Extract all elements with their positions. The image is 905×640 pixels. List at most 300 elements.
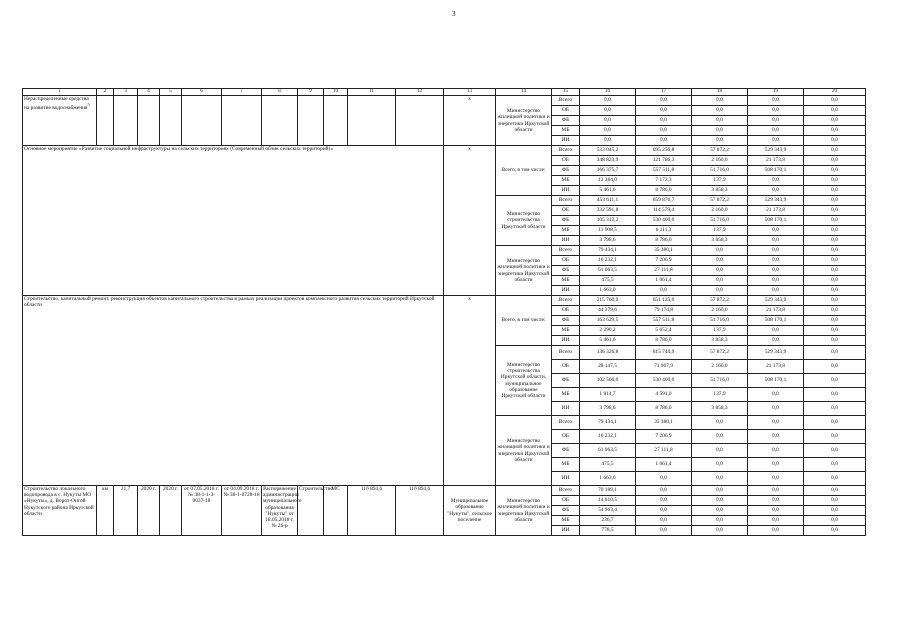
value-cell: 3 858,3 <box>692 236 748 246</box>
executor: Всего, в том числе: <box>496 146 552 196</box>
source-code: Всего <box>552 416 580 430</box>
value-cell: 508 170,1 <box>748 316 804 326</box>
empty-cell <box>114 96 138 146</box>
table-row <box>23 146 866 156</box>
value-cell: 0,0 <box>692 506 748 516</box>
value-cell: 0,0 <box>748 126 804 136</box>
value-cell: 44 379,6 <box>580 306 636 316</box>
value-cell: 3 798,6 <box>580 236 636 246</box>
source-code: ОБ <box>552 106 580 116</box>
value-cell: 0,0 <box>692 266 748 276</box>
value-cell: 35 380,1 <box>636 416 692 430</box>
value-cell: 27 111,8 <box>636 266 692 276</box>
value-cell: 0,0 <box>692 458 748 472</box>
source-code: ИИ <box>552 402 580 416</box>
value-cell: 0,0 <box>636 526 692 536</box>
value-cell: 2 160,0 <box>692 156 748 166</box>
value-cell: 0,0 <box>636 136 692 146</box>
object-c4: 2020 г. <box>138 486 160 536</box>
col-number: 6 <box>182 89 222 96</box>
table-row <box>23 96 866 106</box>
value-cell: 0,0 <box>804 196 866 206</box>
value-cell: 1 663,0 <box>580 472 636 486</box>
col-number: 17 <box>636 89 692 96</box>
source-code: Всего <box>552 146 580 156</box>
value-cell: 0,0 <box>692 126 748 136</box>
value-cell: 0,0 <box>804 374 866 388</box>
value-cell: 0,0 <box>804 286 866 296</box>
executor: Министерство жилищной политики и энергетики Иркутской области <box>496 246 552 296</box>
value-cell: 0,0 <box>692 430 748 444</box>
value-cell: 166 375,7 <box>580 166 636 176</box>
value-cell: 51 716,0 <box>692 216 748 226</box>
value-cell: 0,0 <box>692 96 748 106</box>
source-code: ФБ <box>552 444 580 458</box>
value-cell: 0,0 <box>636 486 692 496</box>
value-cell: 0,0 <box>692 256 748 266</box>
value-cell: 0,0 <box>580 106 636 116</box>
value-cell: 0,0 <box>748 256 804 266</box>
col-number: 7 <box>222 89 262 96</box>
value-cell: 0,0 <box>748 496 804 506</box>
source-code: МБ <box>552 516 580 526</box>
value-cell: 0,0 <box>748 186 804 196</box>
value-cell: 137,9 <box>692 226 748 236</box>
page-number: 3 <box>452 10 456 18</box>
value-cell: 1 814,7 <box>580 388 636 402</box>
section-title: Строительство, капитальный ремонт, реконструкция объектов капитального строительства в рамках реализации проектов комплексного развития сельских территорий Иркутской области <box>23 296 444 486</box>
empty-cell <box>182 96 222 146</box>
source-code: ФБ <box>552 166 580 176</box>
value-cell: 0,0 <box>804 156 866 166</box>
source-code: МБ <box>552 458 580 472</box>
value-cell: 0,0 <box>804 430 866 444</box>
value-cell: 659 876,7 <box>636 196 692 206</box>
value-cell: 0,0 <box>804 186 866 196</box>
value-cell: 0,0 <box>804 444 866 458</box>
value-cell: 0,0 <box>804 346 866 360</box>
value-cell: 137,9 <box>692 388 748 402</box>
value-cell: 0,0 <box>748 176 804 186</box>
value-cell: 79 174,8 <box>636 306 692 316</box>
executor: Министерство жилищной политики и энергетики Иркутской области <box>496 486 552 536</box>
empty-cell <box>324 96 348 146</box>
value-cell: 114 579,4 <box>636 206 692 216</box>
source-code: ФБ <box>552 216 580 226</box>
object-c8: Распоряжение администрации муниципального образования "Нукуты" от 18.05.2018 г. № 26-р <box>262 486 298 536</box>
source-code: ОБ <box>552 256 580 266</box>
col-number: 18 <box>692 89 748 96</box>
source-code: ИИ <box>552 236 580 246</box>
value-cell: 215 760,9 <box>580 296 636 306</box>
value-cell: 16 232,1 <box>580 430 636 444</box>
source-code: ОЕ <box>552 206 580 216</box>
col-number: 12 <box>396 89 444 96</box>
value-cell: 8 786,0 <box>636 186 692 196</box>
value-cell: 0,0 <box>804 256 866 266</box>
source-code: МБ <box>552 276 580 286</box>
value-cell: 105 312,2 <box>580 216 636 226</box>
value-cell: 0,0 <box>692 286 748 296</box>
value-cell: 0,0 <box>804 176 866 186</box>
value-cell: 0,0 <box>636 96 692 106</box>
source-code: Всего <box>552 196 580 206</box>
value-cell: 0,0 <box>748 336 804 346</box>
col-number: 15 <box>552 89 580 96</box>
source-code: ИИ <box>552 526 580 536</box>
value-cell: 0,0 <box>692 416 748 430</box>
value-cell: 0,0 <box>748 444 804 458</box>
value-cell: 21 173,8 <box>748 360 804 374</box>
value-cell: 102 566,0 <box>580 374 636 388</box>
value-cell: 57 872,2 <box>692 196 748 206</box>
value-cell: 5 461,6 <box>580 186 636 196</box>
value-cell: 0,0 <box>804 306 866 316</box>
value-cell: 0,0 <box>804 416 866 430</box>
source-code: Всего <box>552 96 580 106</box>
col-number: 9 <box>298 89 324 96</box>
value-cell: 136 326,8 <box>580 346 636 360</box>
object-name: Строительство локального водопровода в с. Нукуты МО «Нукуты», д. Ворот-Онгой Нукутского района Иркутской области <box>23 486 97 536</box>
value-cell: 475,5 <box>580 458 636 472</box>
col-number: 3 <box>114 89 138 96</box>
value-cell: 0,0 <box>636 496 692 506</box>
value-cell: 453 611,1 <box>580 196 636 206</box>
value-cell: 0,0 <box>804 166 866 176</box>
value-cell: 163 629,5 <box>580 316 636 326</box>
value-cell: 1 061,4 <box>636 276 692 286</box>
col-number: 20 <box>804 89 866 96</box>
value-cell: 2 160,0 <box>692 206 748 216</box>
col-number: 10 <box>324 89 348 96</box>
value-cell: 8 786,0 <box>636 402 692 416</box>
value-cell: 778,5 <box>580 526 636 536</box>
object-c3: 31,7 <box>114 486 138 536</box>
value-cell: 0,0 <box>804 126 866 136</box>
value-cell: 137,9 <box>692 176 748 186</box>
row-mark: х <box>444 146 496 296</box>
object-c12: 116 894,6 <box>396 486 444 536</box>
value-cell: 2 290,2 <box>580 326 636 336</box>
value-cell: 0,0 <box>636 126 692 136</box>
program-table <box>22 88 866 536</box>
value-cell: 0,0 <box>804 316 866 326</box>
empty-cell <box>138 96 160 146</box>
source-code: ИИ <box>552 336 580 346</box>
source-code: Всего <box>552 296 580 306</box>
empty-cell <box>298 96 324 146</box>
value-cell: 0,0 <box>580 126 636 136</box>
empty-cell <box>348 96 396 146</box>
value-cell: 0,0 <box>804 146 866 156</box>
value-cell: 0,0 <box>748 106 804 116</box>
value-cell: 51 716,0 <box>692 166 748 176</box>
value-cell: 7 206,9 <box>636 430 692 444</box>
value-cell: 0,0 <box>804 106 866 116</box>
value-cell: 0,0 <box>804 526 866 536</box>
value-cell: 0,0 <box>804 486 866 496</box>
section-title: Основное мероприятие «Развитие социальной инфраструктуры на сельских территориях (Современный облик сельских территорий)» <box>23 146 444 296</box>
value-cell: 2 160,0 <box>692 360 748 374</box>
empty-cell <box>160 96 182 146</box>
value-cell: 14 610,5 <box>580 496 636 506</box>
value-cell: 0,0 <box>636 106 692 116</box>
value-cell: 529 343,9 <box>748 296 804 306</box>
value-cell: 0,0 <box>748 472 804 486</box>
value-cell: 0,0 <box>748 96 804 106</box>
empty-cell <box>222 96 262 146</box>
value-cell: 121 786,3 <box>636 156 692 166</box>
value-cell: 530 400,0 <box>636 216 692 226</box>
value-cell: 332 591,8 <box>580 206 636 216</box>
value-cell: 70 189,1 <box>580 486 636 496</box>
table-row <box>23 296 866 306</box>
source-code: ИИ <box>552 136 580 146</box>
object-c2: км <box>97 486 114 536</box>
value-cell: 0,0 <box>692 472 748 486</box>
col-number: 19 <box>748 89 804 96</box>
value-cell: 0,0 <box>692 276 748 286</box>
executor: Министерство строительства Иркутской области <box>496 196 552 246</box>
value-cell: 0,0 <box>804 506 866 516</box>
value-cell: 3 798,6 <box>580 402 636 416</box>
source-code: ИИ <box>552 186 580 196</box>
value-cell: 4 591,0 <box>636 388 692 402</box>
source-code: ОБ <box>552 306 580 316</box>
source-code: Всего <box>552 246 580 256</box>
value-cell: 12 384,0 <box>580 176 636 186</box>
value-cell: 21 173,8 <box>748 156 804 166</box>
value-cell: 236,7 <box>580 516 636 526</box>
value-cell: 0,0 <box>804 226 866 236</box>
value-cell: 61 063,5 <box>580 266 636 276</box>
source-code: Всего <box>552 486 580 496</box>
value-cell: 529 343,9 <box>748 196 804 206</box>
source-code: ФБ <box>552 266 580 276</box>
value-cell: 0,0 <box>580 96 636 106</box>
source-code: ОБ <box>552 496 580 506</box>
col-number: 11 <box>348 89 396 96</box>
value-cell: 0,0 <box>692 526 748 536</box>
source-code: Всего <box>552 346 580 360</box>
value-cell: 3 858,3 <box>692 336 748 346</box>
value-cell: 11 908,5 <box>580 226 636 236</box>
source-code: МБ <box>552 176 580 186</box>
value-cell: 508 170,1 <box>748 216 804 226</box>
value-cell: 0,0 <box>748 116 804 126</box>
value-cell: 57 872,2 <box>692 146 748 156</box>
value-cell: 0,0 <box>748 458 804 472</box>
empty-cell <box>262 96 298 146</box>
value-cell: 651 125,0 <box>636 296 692 306</box>
source-code: ФБ <box>552 116 580 126</box>
value-cell: 7 206,9 <box>636 256 692 266</box>
value-cell: 5 652,4 <box>636 326 692 336</box>
value-cell: 0,0 <box>636 116 692 126</box>
value-cell: 0,0 <box>804 96 866 106</box>
value-cell: 0,0 <box>804 296 866 306</box>
col-number: 2 <box>97 89 114 96</box>
empty-cell <box>396 96 444 146</box>
value-cell: 137,9 <box>692 326 748 336</box>
value-cell: 21 173,8 <box>748 206 804 216</box>
col-number: 1 <box>23 89 97 96</box>
source-code: МБ <box>552 226 580 236</box>
object-c7: от 04.09.2018 г. № 38-1-0728-18 <box>222 486 262 536</box>
value-cell: 0,0 <box>804 266 866 276</box>
value-cell: 6 111,3 <box>636 226 692 236</box>
value-cell: 0,0 <box>748 430 804 444</box>
table-row <box>23 486 866 496</box>
value-cell: 529 343,9 <box>748 346 804 360</box>
value-cell: 0,0 <box>692 136 748 146</box>
value-cell: 57 872,2 <box>692 346 748 360</box>
value-cell: 79 434,1 <box>580 246 636 256</box>
footnote-mark: 5 <box>87 102 90 108</box>
object-c11: 116 894,6 <box>348 486 396 536</box>
value-cell: 0,0 <box>804 336 866 346</box>
value-cell: 530 400,0 <box>636 374 692 388</box>
executor: Всего, в том числе: <box>496 296 552 346</box>
value-cell: 27 111,8 <box>636 444 692 458</box>
value-cell: 0,0 <box>748 486 804 496</box>
source-code: ИИ <box>552 286 580 296</box>
source-code: ОБ <box>552 360 580 374</box>
value-cell: 0,0 <box>636 286 692 296</box>
value-cell: 0,0 <box>804 496 866 506</box>
source-code: ФБ <box>552 316 580 326</box>
value-cell: 0,0 <box>748 402 804 416</box>
municipality: Муниципальное образование "Нукуты", сельское поселение <box>444 486 496 536</box>
row-mark: х <box>444 96 496 146</box>
value-cell: 0,0 <box>804 388 866 402</box>
value-cell: 8 786,0 <box>636 336 692 346</box>
value-cell: 21 173,8 <box>748 306 804 316</box>
value-cell: 0,0 <box>804 246 866 256</box>
value-cell: 71 967,9 <box>636 360 692 374</box>
value-cell: 0,0 <box>748 326 804 336</box>
value-cell: 508 170,1 <box>748 374 804 388</box>
value-cell: 0,0 <box>692 444 748 458</box>
source-code: ИИ <box>552 472 580 486</box>
col-number: 5 <box>160 89 182 96</box>
source-code: МБ <box>552 388 580 402</box>
value-cell: 0,0 <box>692 516 748 526</box>
value-cell: 61 063,5 <box>580 444 636 458</box>
object-c9: Строительство <box>298 486 324 536</box>
value-cell: 0,0 <box>804 216 866 226</box>
value-cell: 51 716,0 <box>692 316 748 326</box>
value-cell: 0,0 <box>692 486 748 496</box>
executor: Министерство жилищной политики и энергетики Иркутской области <box>496 96 552 146</box>
value-cell: 28 147,5 <box>580 360 636 374</box>
value-cell: 0,0 <box>748 526 804 536</box>
value-cell: 508 170,1 <box>748 166 804 176</box>
value-cell: 0,0 <box>804 206 866 216</box>
col-number: 8 <box>262 89 298 96</box>
value-cell: 475,5 <box>580 276 636 286</box>
value-cell: 557 511,8 <box>636 166 692 176</box>
value-cell: 3 858,3 <box>692 186 748 196</box>
value-cell: 0,0 <box>748 516 804 526</box>
row-mark: х <box>444 296 496 486</box>
col-number: 14 <box>496 89 552 96</box>
value-cell: 0,0 <box>804 458 866 472</box>
value-cell: 0,0 <box>580 136 636 146</box>
col-number: 13 <box>444 89 496 96</box>
value-cell: 1 061,4 <box>636 458 692 472</box>
value-cell: 0,0 <box>748 276 804 286</box>
value-cell: 0,0 <box>692 246 748 256</box>
value-cell: 0,0 <box>580 116 636 126</box>
col-number: 4 <box>138 89 160 96</box>
executor: Министерство жилищной политики и энергетики Иркутской области <box>496 416 552 486</box>
value-cell: 0,0 <box>636 516 692 526</box>
value-cell: 0,0 <box>804 136 866 146</box>
value-cell: 0,0 <box>804 472 866 486</box>
value-cell: 35 380,1 <box>636 246 692 256</box>
value-cell: 16 232,1 <box>580 256 636 266</box>
value-cell: 0,0 <box>804 236 866 246</box>
row-name-text: Нераспределенные средства на развитие водоснабжения <box>24 96 89 111</box>
value-cell: 0,0 <box>804 276 866 286</box>
source-code: МБ <box>552 126 580 136</box>
value-cell: 57 872,2 <box>692 296 748 306</box>
object-c10: МС <box>324 486 348 536</box>
value-cell: 0,0 <box>748 286 804 296</box>
value-cell: 0,0 <box>748 506 804 516</box>
value-cell: 79 434,1 <box>580 416 636 430</box>
value-cell: 0,0 <box>636 506 692 516</box>
value-cell: 0,0 <box>692 116 748 126</box>
source-code: ФБ <box>552 374 580 388</box>
value-cell: 0,0 <box>804 360 866 374</box>
value-cell: 3 858,3 <box>692 402 748 416</box>
value-cell: 0,0 <box>748 136 804 146</box>
row-name <box>23 96 97 146</box>
executor: Министерство строительства Иркутской области, муниципальное образование Иркутской области <box>496 346 552 416</box>
value-cell: 0,0 <box>748 236 804 246</box>
value-cell: 0,0 <box>804 516 866 526</box>
source-code: МБ <box>552 326 580 336</box>
value-cell: 0,0 <box>748 416 804 430</box>
value-cell: 0,0 <box>748 266 804 276</box>
value-cell: 557 511,8 <box>636 316 692 326</box>
value-cell: 0,0 <box>804 116 866 126</box>
column-number-row <box>23 89 866 96</box>
source-code: ФБ <box>552 506 580 516</box>
source-code: ОБ <box>552 156 580 166</box>
value-cell: 0,0 <box>748 246 804 256</box>
value-cell: 533 045,2 <box>580 146 636 156</box>
value-cell: 0,0 <box>748 226 804 236</box>
value-cell: 695 256,8 <box>636 146 692 156</box>
value-cell: 0,0 <box>804 402 866 416</box>
value-cell: 0,0 <box>692 496 748 506</box>
col-number: 16 <box>580 89 636 96</box>
object-c5: 2020 г. <box>160 486 182 536</box>
value-cell: 7 172,3 <box>636 176 692 186</box>
value-cell: 0,0 <box>748 388 804 402</box>
empty-cell <box>97 96 114 146</box>
value-cell: 1 663,0 <box>580 286 636 296</box>
value-cell: 5 461,6 <box>580 336 636 346</box>
value-cell: 529 343,9 <box>748 146 804 156</box>
source-code: ОБ <box>552 430 580 444</box>
value-cell: 0,0 <box>804 326 866 336</box>
object-c6: от 07.05.2018 г. № 38-1-1-3-0037-18 <box>182 486 222 536</box>
value-cell: 615 744,9 <box>636 346 692 360</box>
